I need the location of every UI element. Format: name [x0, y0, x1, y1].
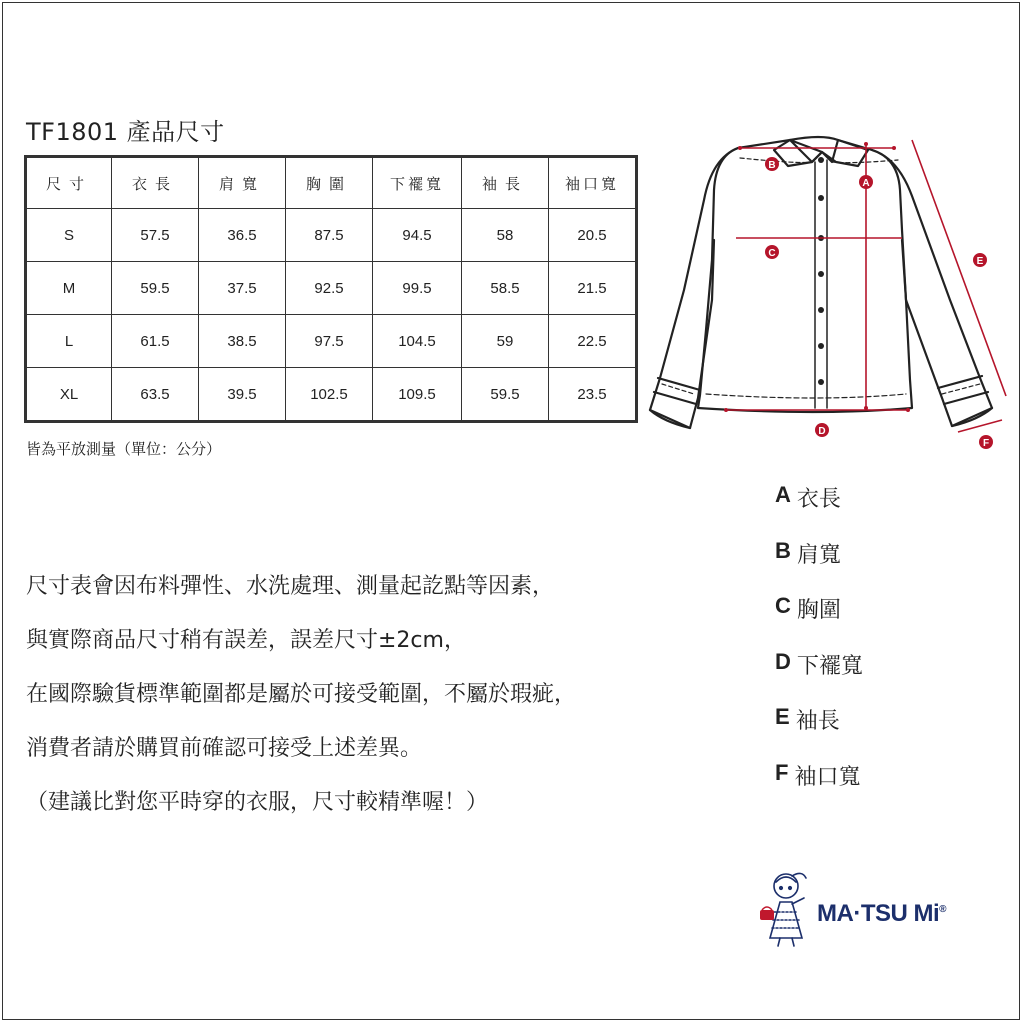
- table-cell: 23.5: [549, 368, 637, 422]
- measurement-note: 皆為平放測量（單位：公分）: [26, 440, 222, 458]
- button-dot: [818, 343, 824, 349]
- table-header-cell: 胸圍: [286, 157, 373, 209]
- registered-mark: ®: [939, 904, 947, 915]
- table-cell: 58: [462, 209, 549, 262]
- table-cell: 59.5: [112, 262, 199, 315]
- table-cell: 58.5: [462, 262, 549, 315]
- measurement-legend: [775, 482, 863, 815]
- measure-ticks: [724, 142, 910, 412]
- legend-item: [775, 593, 863, 649]
- table-cell: 63.5: [112, 368, 199, 422]
- legend-label: 袖長: [795, 709, 840, 734]
- legend-item: [775, 538, 863, 594]
- table-cell: 37.5: [199, 262, 286, 315]
- disclaimer-line: （建議比對您平時穿的衣服，尺寸較精準喔！）: [26, 790, 489, 815]
- legend-label: 肩寬: [796, 542, 841, 568]
- right-cuff: [938, 376, 992, 426]
- table-row: [26, 262, 637, 315]
- shirt-buttons: [818, 157, 824, 385]
- brand-mascot-logo: [750, 868, 820, 948]
- table-cell: 104.5: [373, 315, 462, 368]
- disclaimer-line: 消費者請於購買前確認可接受上述差異。: [26, 736, 423, 761]
- legend-item: [775, 704, 863, 760]
- table-cell: M: [26, 262, 112, 315]
- brand-name: MA·TSU Mi: [817, 900, 940, 927]
- disclaimer-line: 在國際驗貨標準範圍都是屬於可接受範圍，不屬於瑕疵，: [26, 682, 577, 707]
- svg-text:A: A: [862, 178, 870, 189]
- svg-text:F: F: [982, 438, 990, 449]
- shirt-diagram: [640, 110, 1010, 455]
- marker-a: [859, 175, 873, 189]
- table-cell: 22.5: [549, 315, 637, 368]
- table-cell: 97.5: [286, 315, 373, 368]
- table-cell: 57.5: [112, 209, 199, 262]
- legend-key: F: [775, 759, 789, 785]
- marker-e: [973, 253, 987, 267]
- svg-text:C: C: [768, 248, 776, 259]
- table-cell: 20.5: [549, 209, 637, 262]
- table-header-cell: 袖長: [462, 157, 549, 209]
- table-cell: 39.5: [199, 368, 286, 422]
- table-cell: 92.5: [286, 262, 373, 315]
- button-dot: [818, 271, 824, 277]
- table-header-cell: 肩寬: [199, 157, 286, 209]
- marker-d: [815, 423, 829, 437]
- table-cell: 59: [462, 315, 549, 368]
- table-cell: S: [26, 209, 112, 262]
- table-header-cell: 衣長: [112, 157, 199, 209]
- table-header-row: [26, 157, 637, 209]
- svg-text:B: B: [768, 160, 776, 171]
- table-cell: 109.5: [373, 368, 462, 422]
- legend-item: [775, 482, 863, 538]
- legend-label: 胸圍: [796, 598, 841, 623]
- legend-key: A: [775, 482, 791, 507]
- table-row: [26, 368, 637, 422]
- brand-logo-text: [817, 900, 946, 928]
- legend-key: C: [775, 593, 791, 618]
- disclaimer-line: 尺寸表會因布料彈性、水洗處理、測量起訖點等因素，: [26, 574, 555, 599]
- legend-item: [775, 649, 863, 705]
- marker-b: [765, 157, 779, 171]
- table-row: [26, 209, 637, 262]
- disclaimer-line: 與實際商品尺寸稍有誤差，誤差尺寸±2cm，: [26, 628, 466, 653]
- button-dot: [818, 307, 824, 313]
- marker-f: [979, 435, 993, 449]
- table-cell: L: [26, 315, 112, 368]
- size-disclaimer: [26, 560, 576, 830]
- table-cell: XL: [26, 368, 112, 422]
- table-cell: 94.5: [373, 209, 462, 262]
- legend-label: 袖口寬: [794, 764, 861, 790]
- table-cell: 87.5: [286, 209, 373, 262]
- table-header-cell: 袖口寬: [549, 157, 637, 209]
- left-sleeve: [650, 148, 738, 428]
- shirt-body-outline: [698, 140, 912, 412]
- legend-key: D: [775, 648, 791, 674]
- size-table: [24, 155, 638, 423]
- table-cell: 61.5: [112, 315, 199, 368]
- legend-item: [775, 760, 863, 816]
- button-dot: [818, 195, 824, 201]
- button-dot: [818, 157, 824, 163]
- table-cell: 59.5: [462, 368, 549, 422]
- svg-text:D: D: [818, 426, 826, 437]
- legend-label: 衣長: [796, 487, 841, 512]
- legend-label: 下襬寬: [796, 653, 863, 679]
- table-row: [26, 315, 637, 368]
- button-dot: [818, 379, 824, 385]
- legend-key: B: [775, 537, 791, 563]
- table-cell: 36.5: [199, 209, 286, 262]
- table-cell: 38.5: [199, 315, 286, 368]
- table-header-cell: 尺寸: [26, 157, 112, 209]
- table-cell: 21.5: [549, 262, 637, 315]
- right-sleeve: [872, 150, 992, 426]
- table-cell: 99.5: [373, 262, 462, 315]
- page-title: TF1801 產品尺寸: [26, 118, 225, 146]
- marker-c: [765, 245, 779, 259]
- legend-key: E: [775, 704, 790, 729]
- table-header-cell: 下襬寬: [373, 157, 462, 209]
- table-cell: 102.5: [286, 368, 373, 422]
- svg-text:E: E: [976, 256, 984, 267]
